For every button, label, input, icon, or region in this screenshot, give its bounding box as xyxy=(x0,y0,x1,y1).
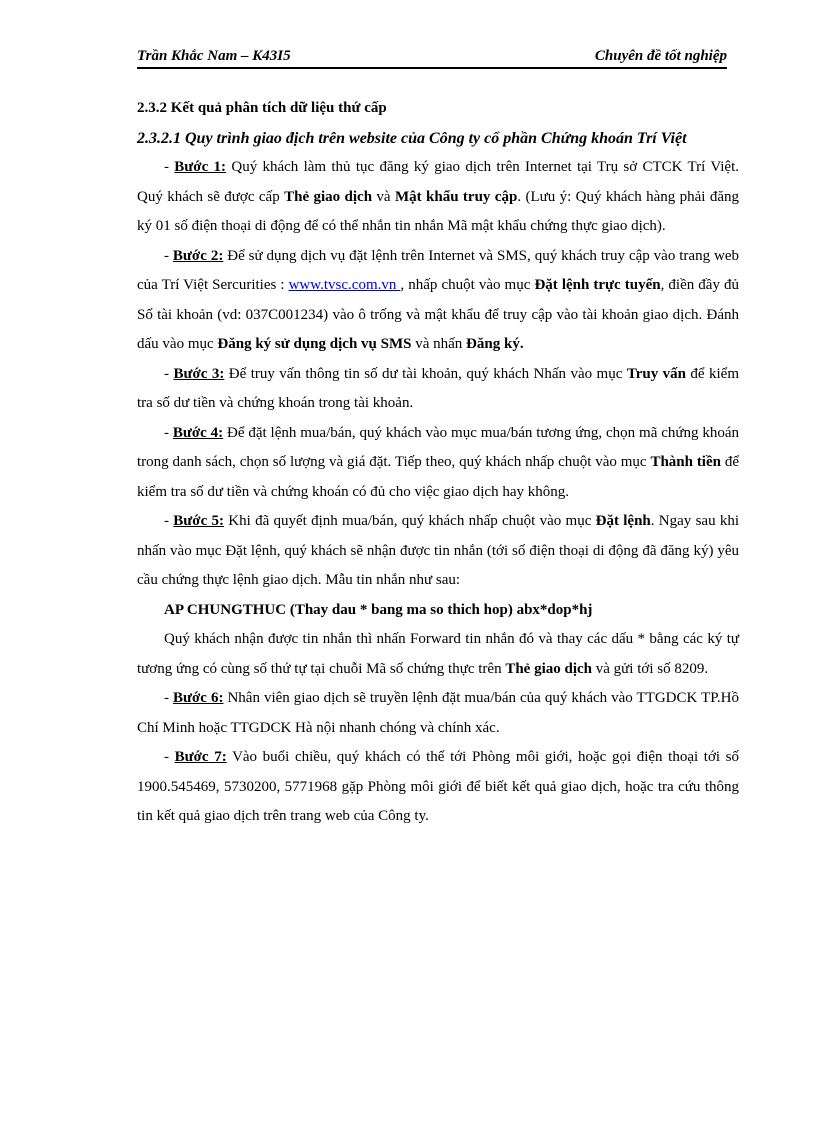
step-3-label: Bước 3: xyxy=(173,365,225,382)
step-7-paragraph xyxy=(137,743,739,832)
step-1-label: Bước 1: xyxy=(174,159,227,175)
bold-term: Truy vấn xyxy=(626,365,686,382)
bold-term: Mật khẩu truy cập xyxy=(394,188,518,205)
step-6-paragraph xyxy=(137,684,739,743)
text-run: . (Lưu ý: Quý khách hàng phải đăng ký 01 số điện thoại di động để có thể nhắn tin nhắn Mã mật khẩu chứng thực giao dịch). xyxy=(137,188,739,234)
text-run: Vào buổi chiều, quý khách có thể tới Phòng môi giới, hoặc gọi điện thoại tới số 1900.545469, 5730200, 5771968 gặp Phòng môi giới để biết kết quả giao dịch, hoặc tra cứu thông tin kết quả giao dịch trên trang web của Công ty. xyxy=(137,749,740,824)
step-4-paragraph xyxy=(137,419,739,508)
bold-term: Thành tiền xyxy=(650,454,721,470)
bullet-dash: - xyxy=(164,365,174,382)
step-5-label: Bước 5: xyxy=(173,513,225,529)
text-run: Quý khách làm thủ tục đăng ký giao dịch trên Internet tại Trụ sở CTCK Trí Việt. Quý khách sẽ được cấp xyxy=(137,159,739,205)
bullet-dash: - xyxy=(164,749,175,765)
bullet-dash: - xyxy=(164,159,175,175)
bold-term: Đặt lệnh xyxy=(595,513,651,529)
step-2-label: Bước 2: xyxy=(172,247,224,264)
text-run: và xyxy=(372,188,395,205)
subsection-heading: 2.3.2.1 Quy trình giao địch trên website của Công ty cổ phần Chứng khoán Trí Việt xyxy=(137,129,687,147)
header-title: Chuyên đề tốt nghiệp xyxy=(594,48,727,64)
bold-term: Thẻ giao dịch xyxy=(505,660,593,677)
sms-template: AP CHUNGTHUC (Thay dau * bang ma so thich hop) abx*dop*hj xyxy=(164,601,593,618)
text-run: để kiểm tra số dư tiền và chứng khoán trong tài khoản. xyxy=(137,365,740,411)
step-5-paragraph xyxy=(137,507,739,596)
step-4-label: Bước 4: xyxy=(172,424,224,441)
page-header xyxy=(137,46,727,68)
text-run: , nhấp chuột vào mục xyxy=(400,277,535,293)
step-6-label: Bước 6: xyxy=(173,690,224,706)
text-run: Để truy vấn thông tin số dư tài khoản, quý khách Nhấn vào mục xyxy=(224,365,627,382)
text-run: Nhân viên giao dịch sẽ truyền lệnh đặt mua/bán của quý khách vào TTGDCK TP.Hồ Chí Minh hoặc TTGDCK Hà nội nhanh chóng và chính xác. xyxy=(137,690,739,736)
step-7-label: Bước 7: xyxy=(174,749,227,765)
text-run: Quý khách nhận được tin nhắn thì nhấn Forward tin nhắn đó và thay các dấu * bằng các ký tự tương ứng có cùng số thứ tự tại chuỗi Mã số chứng thực trên xyxy=(137,631,739,677)
bullet-dash: - xyxy=(164,247,173,264)
text-run: để kiểm tra số dư tiền và chứng khoán có đủ cho việc giao dịch hay không. xyxy=(137,454,739,500)
text-run: . Ngay sau khi nhấn vào mục Đặt lệnh, quý khách sẽ nhận được tin nhắn (tới số điện thoại di động đã đăng ký) yêu cầu chứng thực lệnh giao dịch. Mẫu tin nhắn như sau: xyxy=(137,513,740,588)
text-run: và nhấn xyxy=(411,336,467,352)
step-1-paragraph xyxy=(137,153,739,242)
step-3-paragraph xyxy=(137,360,739,419)
header-rule xyxy=(137,67,727,69)
bullet-dash: - xyxy=(164,690,173,706)
bullet-dash: - xyxy=(164,513,174,529)
website-link[interactable]: www.tvsc.com.vn xyxy=(288,277,401,293)
section-heading: 2.3.2 Kết quả phân tích dữ liệu thứ cấp xyxy=(137,100,387,116)
bullet-dash: - xyxy=(164,424,173,441)
forward-paragraph xyxy=(137,625,739,684)
bold-term: Đặt lệnh trực tuyến xyxy=(534,277,661,293)
text-run: Để đặt lệnh mua/bán, quý khách vào mục mua/bán tương ứng, chọn mã chứng khoán trong danh sách, chọn số lượng và giá đặt. Tiếp theo, quý khách nhấp chuột vào mục xyxy=(137,424,740,470)
text-run: Khi đã quyết định mua/bán, quý khách nhấp chuột vào mục xyxy=(224,513,596,529)
bold-term: Thẻ giao dịch xyxy=(284,188,373,205)
bold-term: Đăng ký. xyxy=(466,336,524,352)
text-run: , điền đầy đủ Số tài khoản (vd: 037C001234) vào ô trống và mật khẩu để truy cập vào tài khoản giao dịch. Đánh dấu vào mục xyxy=(137,277,740,352)
bold-term: Đăng ký sử dụng dịch vụ SMS xyxy=(217,336,412,352)
document-body xyxy=(137,94,739,832)
header-author: Trần Khắc Nam – K43I5 xyxy=(137,48,291,64)
text-run: và gửi tới số 8209. xyxy=(592,660,709,677)
text-run: Để sử dụng dịch vụ đặt lệnh trên Internet và SMS, quý khách truy cập vào trang web của Trí Việt Sercurities : xyxy=(137,247,739,293)
step-2-paragraph xyxy=(137,242,739,360)
